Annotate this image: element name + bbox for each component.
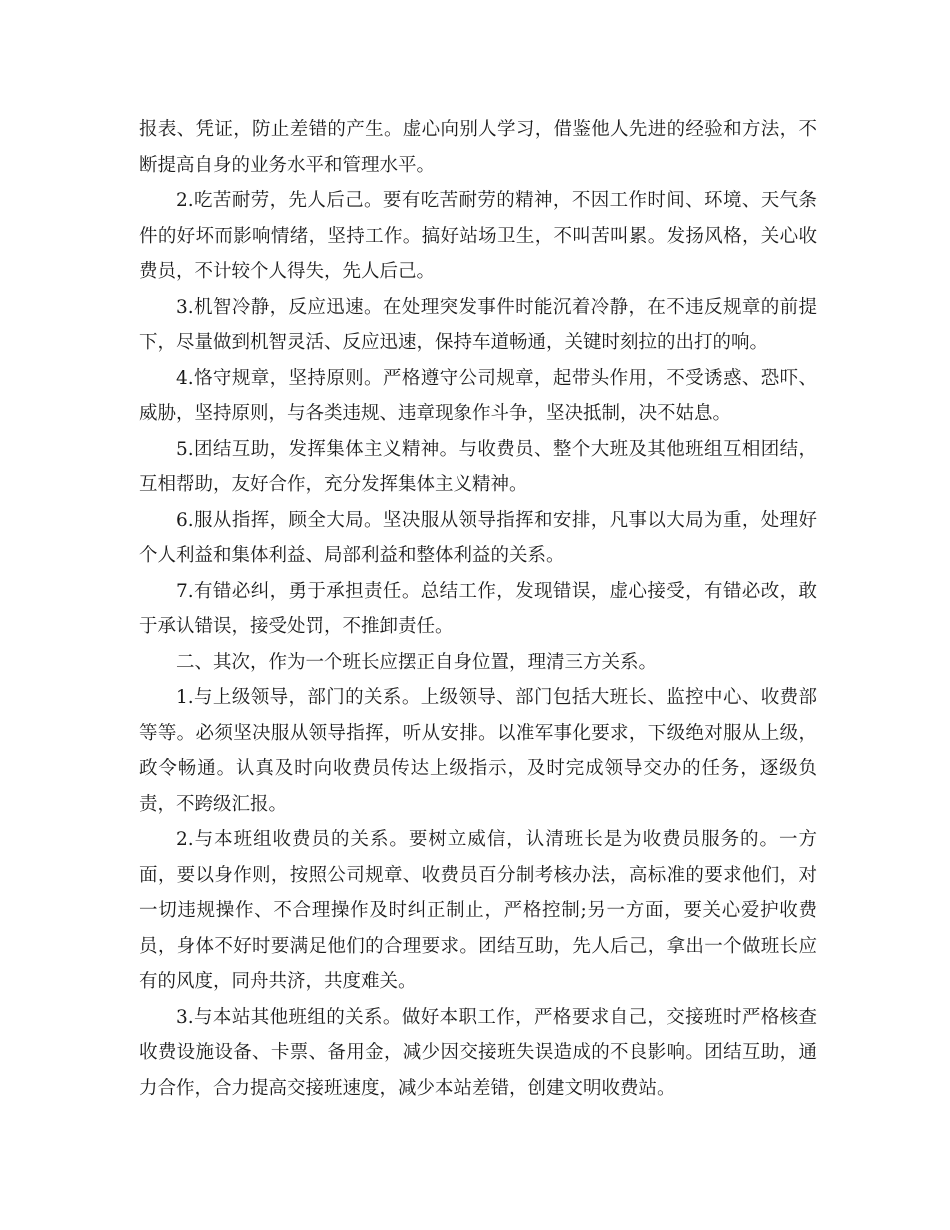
document-body <box>139 112 817 1106</box>
paragraph-item-6: 6.服从指挥，顾全大局。坚决服从领导指挥和安排，凡事以大局为重，处理好个人利益和集体利益、局部利益和整体利益的关系。 <box>139 509 817 566</box>
paragraph-relation-1: 1.与上级领导，部门的关系。上级领导、部门包括大班长、监控中心、收费部等等。必须坚决服从领导指挥，听从安排。以准军事化要求，下级绝对服从上级，政令畅通。认真及时向收费员传达上级指示，及时完成领导交办的任务，逐级负责，不跨级汇报。 <box>139 687 817 815</box>
paragraph-relation-2: 2.与本班组收费员的关系。要树立威信，认清班长是为收费员服务的。一方面，要以身作则，按照公司规章、收费员百分制考核办法，高标准的要求他们，对一切违规操作、不合理操作及时纠正制止，严格控制;另一方面，要关心爱护收费员，身体不好时要满足他们的合理要求。团结互助，先人后己，拿出一个做班长应有的风度，同舟共济，共度难关。 <box>139 829 817 992</box>
paragraph-item-5: 5.团结互助，发挥集体主义精神。与收费员、整个大班及其他班组互相团结，互相帮助，友好合作，充分发挥集体主义精神。 <box>139 438 817 495</box>
paragraph-item-2: 2.吃苦耐劳，先人后己。要有吃苦耐劳的精神，不因工作时间、环境、天气条件的好坏而影响情绪，坚持工作。搞好站场卫生，不叫苦叫累。发扬风格，关心收费员，不计较个人得失，先人后己。 <box>139 190 817 282</box>
paragraph-item-4: 4.恪守规章，坚持原则。严格遵守公司规章，起带头作用，不受诱惑、恐吓、威胁，坚持原则，与各类违规、违章现象作斗争，坚决抵制，决不姑息。 <box>139 367 817 424</box>
paragraph-item-3: 3.机智冷静，反应迅速。在处理突发事件时能沉着冷静，在不违反规章的前提下，尽量做到机智灵活、反应迅速，保持车道畅通，关键时刻拉的出打的响。 <box>139 296 817 353</box>
section-heading-two: 二、其次，作为一个班长应摆正自身位置，理清三方关系。 <box>176 651 658 673</box>
paragraph-relation-3: 3.与本站其他班组的关系。做好本职工作，严格要求自己，交接班时严格核查收费设施设备、卡票、备用金，减少因交接班失误造成的不良影响。团结互助，通力合作，合力提高交接班速度，减少本站差错，创建文明收费站。 <box>139 1006 817 1099</box>
paragraph-item-7: 7.有错必纠，勇于承担责任。总结工作，发现错误，虚心接受，有错必改，敢于承认错误，接受处罚，不推卸责任。 <box>139 580 817 637</box>
paragraph-continuation: 报表、凭证，防止差错的产生。虚心向别人学习，借鉴他人先进的经验和方法，不断提高自身的业务水平和管理水平。 <box>139 119 817 176</box>
